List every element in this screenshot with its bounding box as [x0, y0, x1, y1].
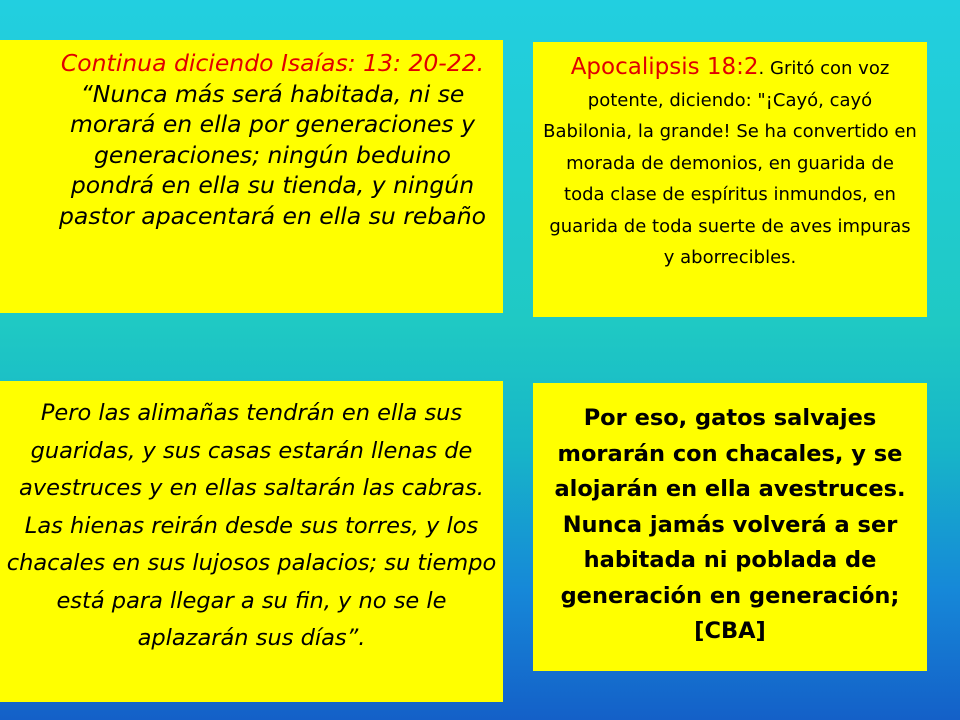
isaiah-quote-text: “Nunca más será habitada, ni se morará en ella por generaciones y generaciones; ningún beduino pondrá en ella su tienda, y ningún pastor apacentará en ella su rebaño	[59, 79, 486, 230]
cba-quote-box	[533, 383, 927, 671]
cba-quote-text: Por eso, gatos salvajes morarán con chacales, y se alojarán en ella avestruces. Nunca jamás volverá a ser habitada ni poblada de generación en generación; [CBA]	[554, 405, 906, 644]
revelation-quote-text: . Gritó con voz potente, diciendo: "¡Cayó, cayó Babilonia, la grande! Se ha convertido en morada de demonios, en guarida de toda clase de espíritus inmundos, en guarida de toda suerte de aves impuras y aborrecibles.	[543, 58, 917, 268]
revelation-quote-box	[533, 42, 927, 317]
animals-quote-text: Pero las alimañas tendrán en ella sus guaridas, y sus casas estarán llenas de avestruces y en ellas saltarán las cabras. Las hienas reirán desde sus torres, y los chacales en sus lujosos palacios; su tiempo está para llegar a su fin, y no se le aplazarán sus días”.	[6, 400, 497, 651]
isaiah-reference: Continua diciendo Isaías: 13: 20-22.	[60, 49, 485, 77]
revelation-reference: Apocalipsis 18:2	[570, 54, 759, 80]
animals-quote-box	[0, 381, 503, 702]
isaiah-quote-box	[0, 40, 503, 313]
